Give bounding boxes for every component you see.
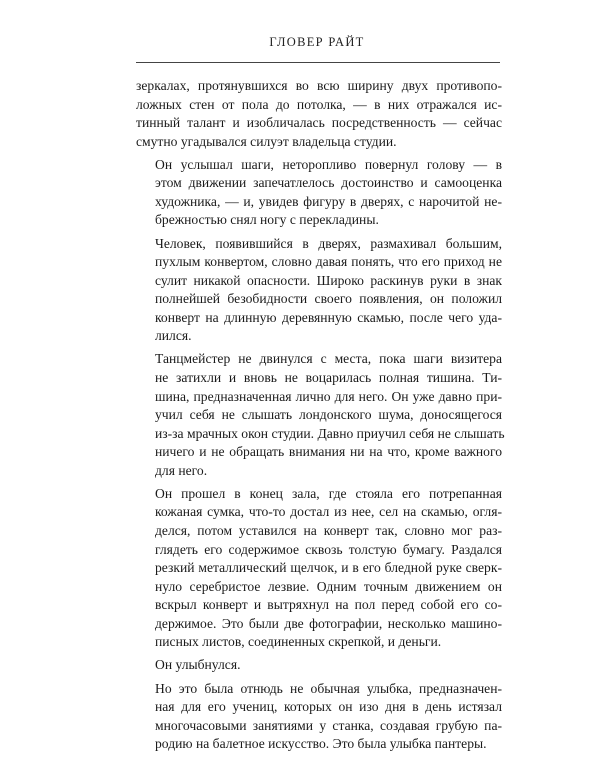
text-line: Он прошел в конец зала, где стояла его потрепанная <box>155 485 502 501</box>
text-line: Танцмейстер не двинулся с места, пока шаги визитера <box>155 351 502 367</box>
text-line: ная для его учениц, которых он изо дня в день истязал <box>155 699 502 715</box>
text-line: лился. <box>155 328 192 344</box>
paragraph <box>136 156 502 230</box>
text-line: зеркалах, протянувшихся во всю ширину двух противопо- <box>136 78 502 93</box>
paragraph <box>136 680 502 754</box>
text-line: многочасовыми занятиями у станка, создавая грубую па- <box>155 717 502 733</box>
paragraph <box>136 235 502 346</box>
text-line: не затихли и вновь не воцарилась полная тишина. Ти- <box>155 369 502 385</box>
text-line: Он услышал шаги, неторопливо повернул голову — в <box>155 156 502 172</box>
text-line: Человек, появившийся в дверях, размахивал большим, <box>155 235 502 251</box>
text-line: брежностью снял ногу с перекладины. <box>155 212 379 228</box>
paragraph <box>136 350 505 480</box>
text-line: тинный талант и изобличалась посредственность — сейчас <box>136 115 502 131</box>
paragraph <box>136 656 502 675</box>
text-line: шина, предназначенная лично для него. Он уже давно при- <box>155 388 502 404</box>
text-line: конверт на длинную деревянную скамью, после чего уда- <box>155 309 502 325</box>
text-line: держимое. Это были две фотографии, несколько машино- <box>155 615 502 631</box>
body-text <box>136 77 505 758</box>
text-line: нуло серебристое лезвие. Одним точным движением он <box>155 578 502 594</box>
text-line: кожаная сумка, что-то достал из нее, сел на скамью, огля- <box>155 504 502 520</box>
text-line: резкий металлический щелчок, и в его бледной руке сверк- <box>155 560 502 576</box>
running-head: ГЛОВЕР РАЙТ <box>269 35 365 49</box>
text-line: глядеть его содержимое сквозь толстую бумагу. Раздался <box>155 541 502 557</box>
text-line: пухлым конвертом, словно давая понять, что его приход не <box>155 254 502 270</box>
text-line: сулит никакой опасности. Широко раскинув руки в знак <box>155 272 502 288</box>
text-line: этом движении запечатлелось достоинство и самооценка <box>155 175 502 191</box>
text-line: ничего и не обращать внимания ни на что, кроме важного <box>155 444 502 460</box>
text-line: из-за мрачных окон студии. Давно приучил себя не слышать <box>155 425 505 441</box>
text-line: родию на балетное искусство. Это была улыбка пантеры. <box>155 736 487 752</box>
text-line: вскрыл конверт и вытряхнул на пол перед собой его со- <box>155 597 502 613</box>
text-line: ложных стен от пола до потолка, — в них отражался ис- <box>136 96 502 112</box>
text-line: Он улыбнулся. <box>155 657 241 673</box>
text-line: Но это была отнюдь не обычная улыбка, предназначен- <box>155 680 502 696</box>
text-line: полнейшей безобидности своего появления, он положил <box>155 291 502 307</box>
text-line: писных листов, соединенных скрепкой, и деньги. <box>155 634 442 650</box>
text-line: делся, потом уставился на конверт так, словно мог раз- <box>155 522 502 538</box>
text-line: учил себя не слышать лондонского шума, доносящегося <box>155 407 502 423</box>
text-line: смутно угадывался силуэт владельца студии. <box>136 133 397 149</box>
text-line: художника, — и, увидев фигуру в дверях, с нарочитой не- <box>155 193 502 209</box>
paragraph <box>136 77 502 151</box>
paragraph <box>136 485 502 652</box>
header-rule <box>136 62 500 63</box>
text-line: для него. <box>155 462 208 478</box>
